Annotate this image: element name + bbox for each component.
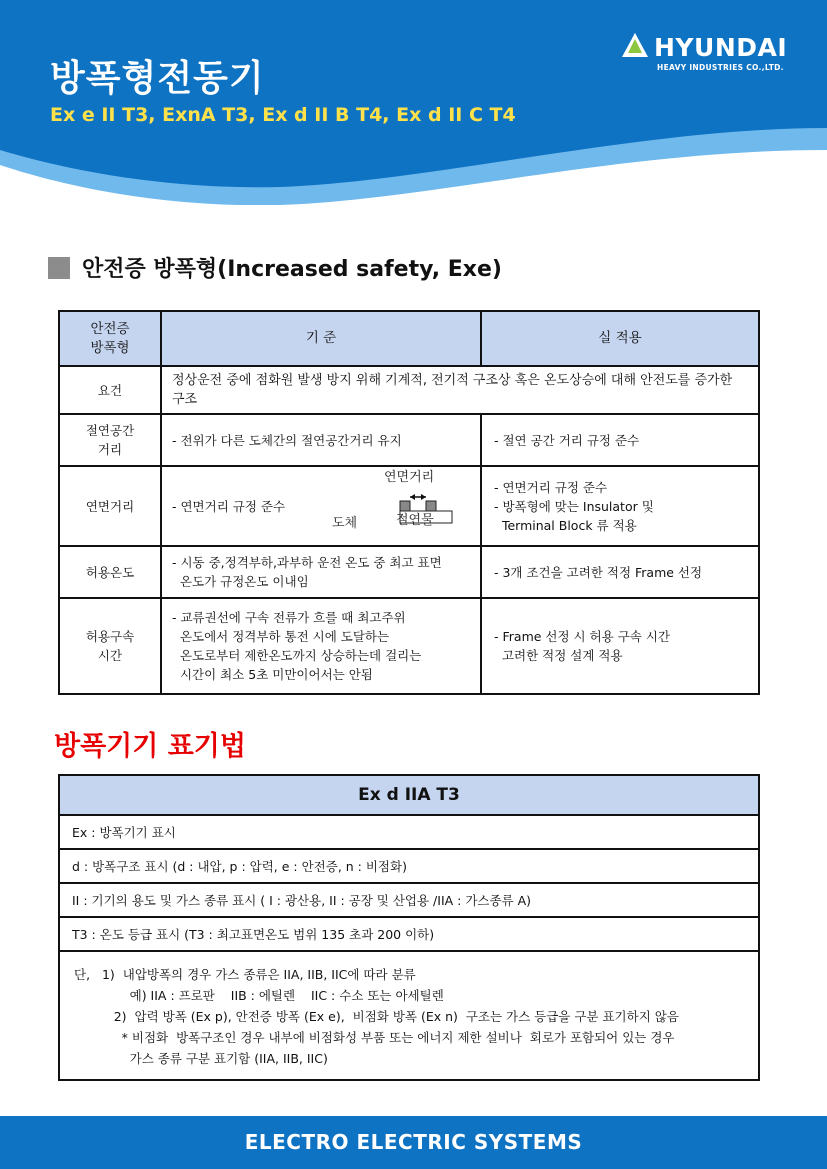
row-label: 연면거리 bbox=[59, 466, 161, 546]
criterion-line: 온도로부터 제한온도까지 상승하는데 걸리는 bbox=[172, 648, 422, 663]
hyundai-logo bbox=[622, 33, 802, 79]
requirement-text: 정상운전 중에 점화원 발생 방지 위해 기계적, 전기적 구조상 혹은 온도상승에 대해 안전도를 증가한 구조 bbox=[161, 366, 759, 414]
row-label: 허용구속 시간 bbox=[59, 598, 161, 694]
logo-name: HYUNDAI bbox=[654, 33, 788, 62]
note-line: 예) IIA : 프로판 IIB : 에틸렌 IIC : 수소 또는 아세틸렌 bbox=[74, 988, 444, 1003]
section1-heading bbox=[48, 252, 502, 283]
table-row bbox=[59, 546, 759, 598]
row-label: 허용온도 bbox=[59, 546, 161, 598]
page-title: 방폭형전동기 bbox=[50, 58, 265, 99]
marking-example: Ex d IIA T3 bbox=[59, 775, 759, 815]
logo-sub: HEAVY INDUSTRIES CO.,LTD. bbox=[657, 63, 784, 72]
applied-line: 고려한 적정 설계 적용 bbox=[494, 648, 623, 663]
table-row bbox=[59, 414, 759, 466]
header-background bbox=[0, 0, 827, 205]
bullet-square-icon bbox=[48, 257, 70, 279]
criterion-text: - 연면거리 규정 준수 bbox=[172, 499, 286, 514]
applied-line: Terminal Block 류 적용 bbox=[494, 517, 637, 533]
note-line: 단, 1) 내압방폭의 경우 가스 종류은 IIA, IIB, IIC에 따라 분류 bbox=[74, 967, 416, 982]
page-header bbox=[0, 0, 827, 205]
row-label: 절연공간 거리 bbox=[59, 414, 161, 466]
page-footer bbox=[0, 1116, 827, 1169]
applied-cell bbox=[481, 598, 759, 694]
applied-line: - Frame 선정 시 허용 구속 시간 bbox=[494, 629, 670, 644]
marking-row: d : 방폭구조 표시 (d : 내압, p : 압력, e : 안전증, n : 비점화) bbox=[59, 849, 759, 883]
criterion-cell bbox=[161, 546, 481, 598]
table-row bbox=[59, 466, 759, 546]
applied-line: - 방폭형에 맞는 Insulator 및 bbox=[494, 498, 654, 514]
col-header-applied: 실 적용 bbox=[481, 311, 759, 366]
marking-row: Ex : 방폭기기 표시 bbox=[59, 815, 759, 849]
diagram-label-creepage: 연면거리 bbox=[384, 470, 435, 485]
marking-table bbox=[58, 774, 760, 1081]
diagram-label-conductor: 도체 bbox=[332, 516, 358, 531]
criterion-line: - 시동 중,정격부하,과부하 운전 온도 중 최고 표면 bbox=[172, 555, 442, 570]
marking-row: T3 : 온도 등급 표시 (T3 : 최고표면온도 범위 135 초과 200 이하) bbox=[59, 917, 759, 951]
table-row bbox=[59, 366, 759, 414]
row-label: 요건 bbox=[59, 366, 161, 414]
criterion-cell bbox=[161, 466, 481, 546]
section1-title: 안전증 방폭형(Increased safety, Exe) bbox=[82, 257, 502, 282]
logo-triangle-icon bbox=[622, 33, 652, 57]
diagram-label-insulator: 절연물 bbox=[396, 513, 434, 528]
applied-cell: - 절연 공간 거리 규정 준수 bbox=[481, 414, 759, 466]
col-header-type: 안전증 방폭형 bbox=[59, 311, 161, 366]
note-line: * 비점화 방폭구조인 경우 내부에 비점화성 부품 또는 에너지 제한 설비나 회로가 포함되어 있는 경우 bbox=[74, 1030, 675, 1045]
criterion-line: 온도가 규정온도 이내임 bbox=[172, 574, 309, 589]
table-row bbox=[59, 598, 759, 694]
applied-cell: - 3개 조건을 고려한 적정 Frame 선정 bbox=[481, 546, 759, 598]
note-line: 2) 압력 방폭 (Ex p), 안전증 방폭 (Ex e), 비점화 방폭 (Ex n) 구조는 가스 등급을 구분 표기하지 않음 bbox=[74, 1009, 679, 1024]
criterion-line: 온도에서 정격부하 통전 시에 도달하는 bbox=[172, 629, 390, 644]
section2-title: 방폭기기 표기법 bbox=[54, 731, 246, 762]
increased-safety-table bbox=[58, 310, 760, 695]
criterion-cell: - 전위가 다른 도체간의 절연공간거리 유지 bbox=[161, 414, 481, 466]
applied-line: - 연면거리 규정 준수 bbox=[494, 479, 608, 495]
marking-row: II : 기기의 용도 및 가스 종류 표시 ( I : 광산용, II : 공장 및 산업용 /IIA : 가스종류 A) bbox=[59, 883, 759, 917]
criterion-line: 시간이 최소 5초 미만이어서는 안됨 bbox=[172, 667, 373, 682]
footer-text: ELECTRO ELECTRIC SYSTEMS bbox=[244, 1130, 583, 1154]
criterion-cell bbox=[161, 598, 481, 694]
marking-notes bbox=[59, 951, 759, 1080]
page-subtitle: Ex e II T3, ExnA T3, Ex d II B T4, Ex d II C T4 bbox=[50, 104, 516, 126]
note-line: 가스 종류 구분 표기함 (IIA, IIB, IIC) bbox=[74, 1051, 328, 1066]
col-header-criterion: 기 준 bbox=[161, 311, 481, 366]
applied-cell bbox=[481, 466, 759, 546]
criterion-line: - 교류권선에 구속 전류가 흐를 때 최고주위 bbox=[172, 610, 406, 625]
